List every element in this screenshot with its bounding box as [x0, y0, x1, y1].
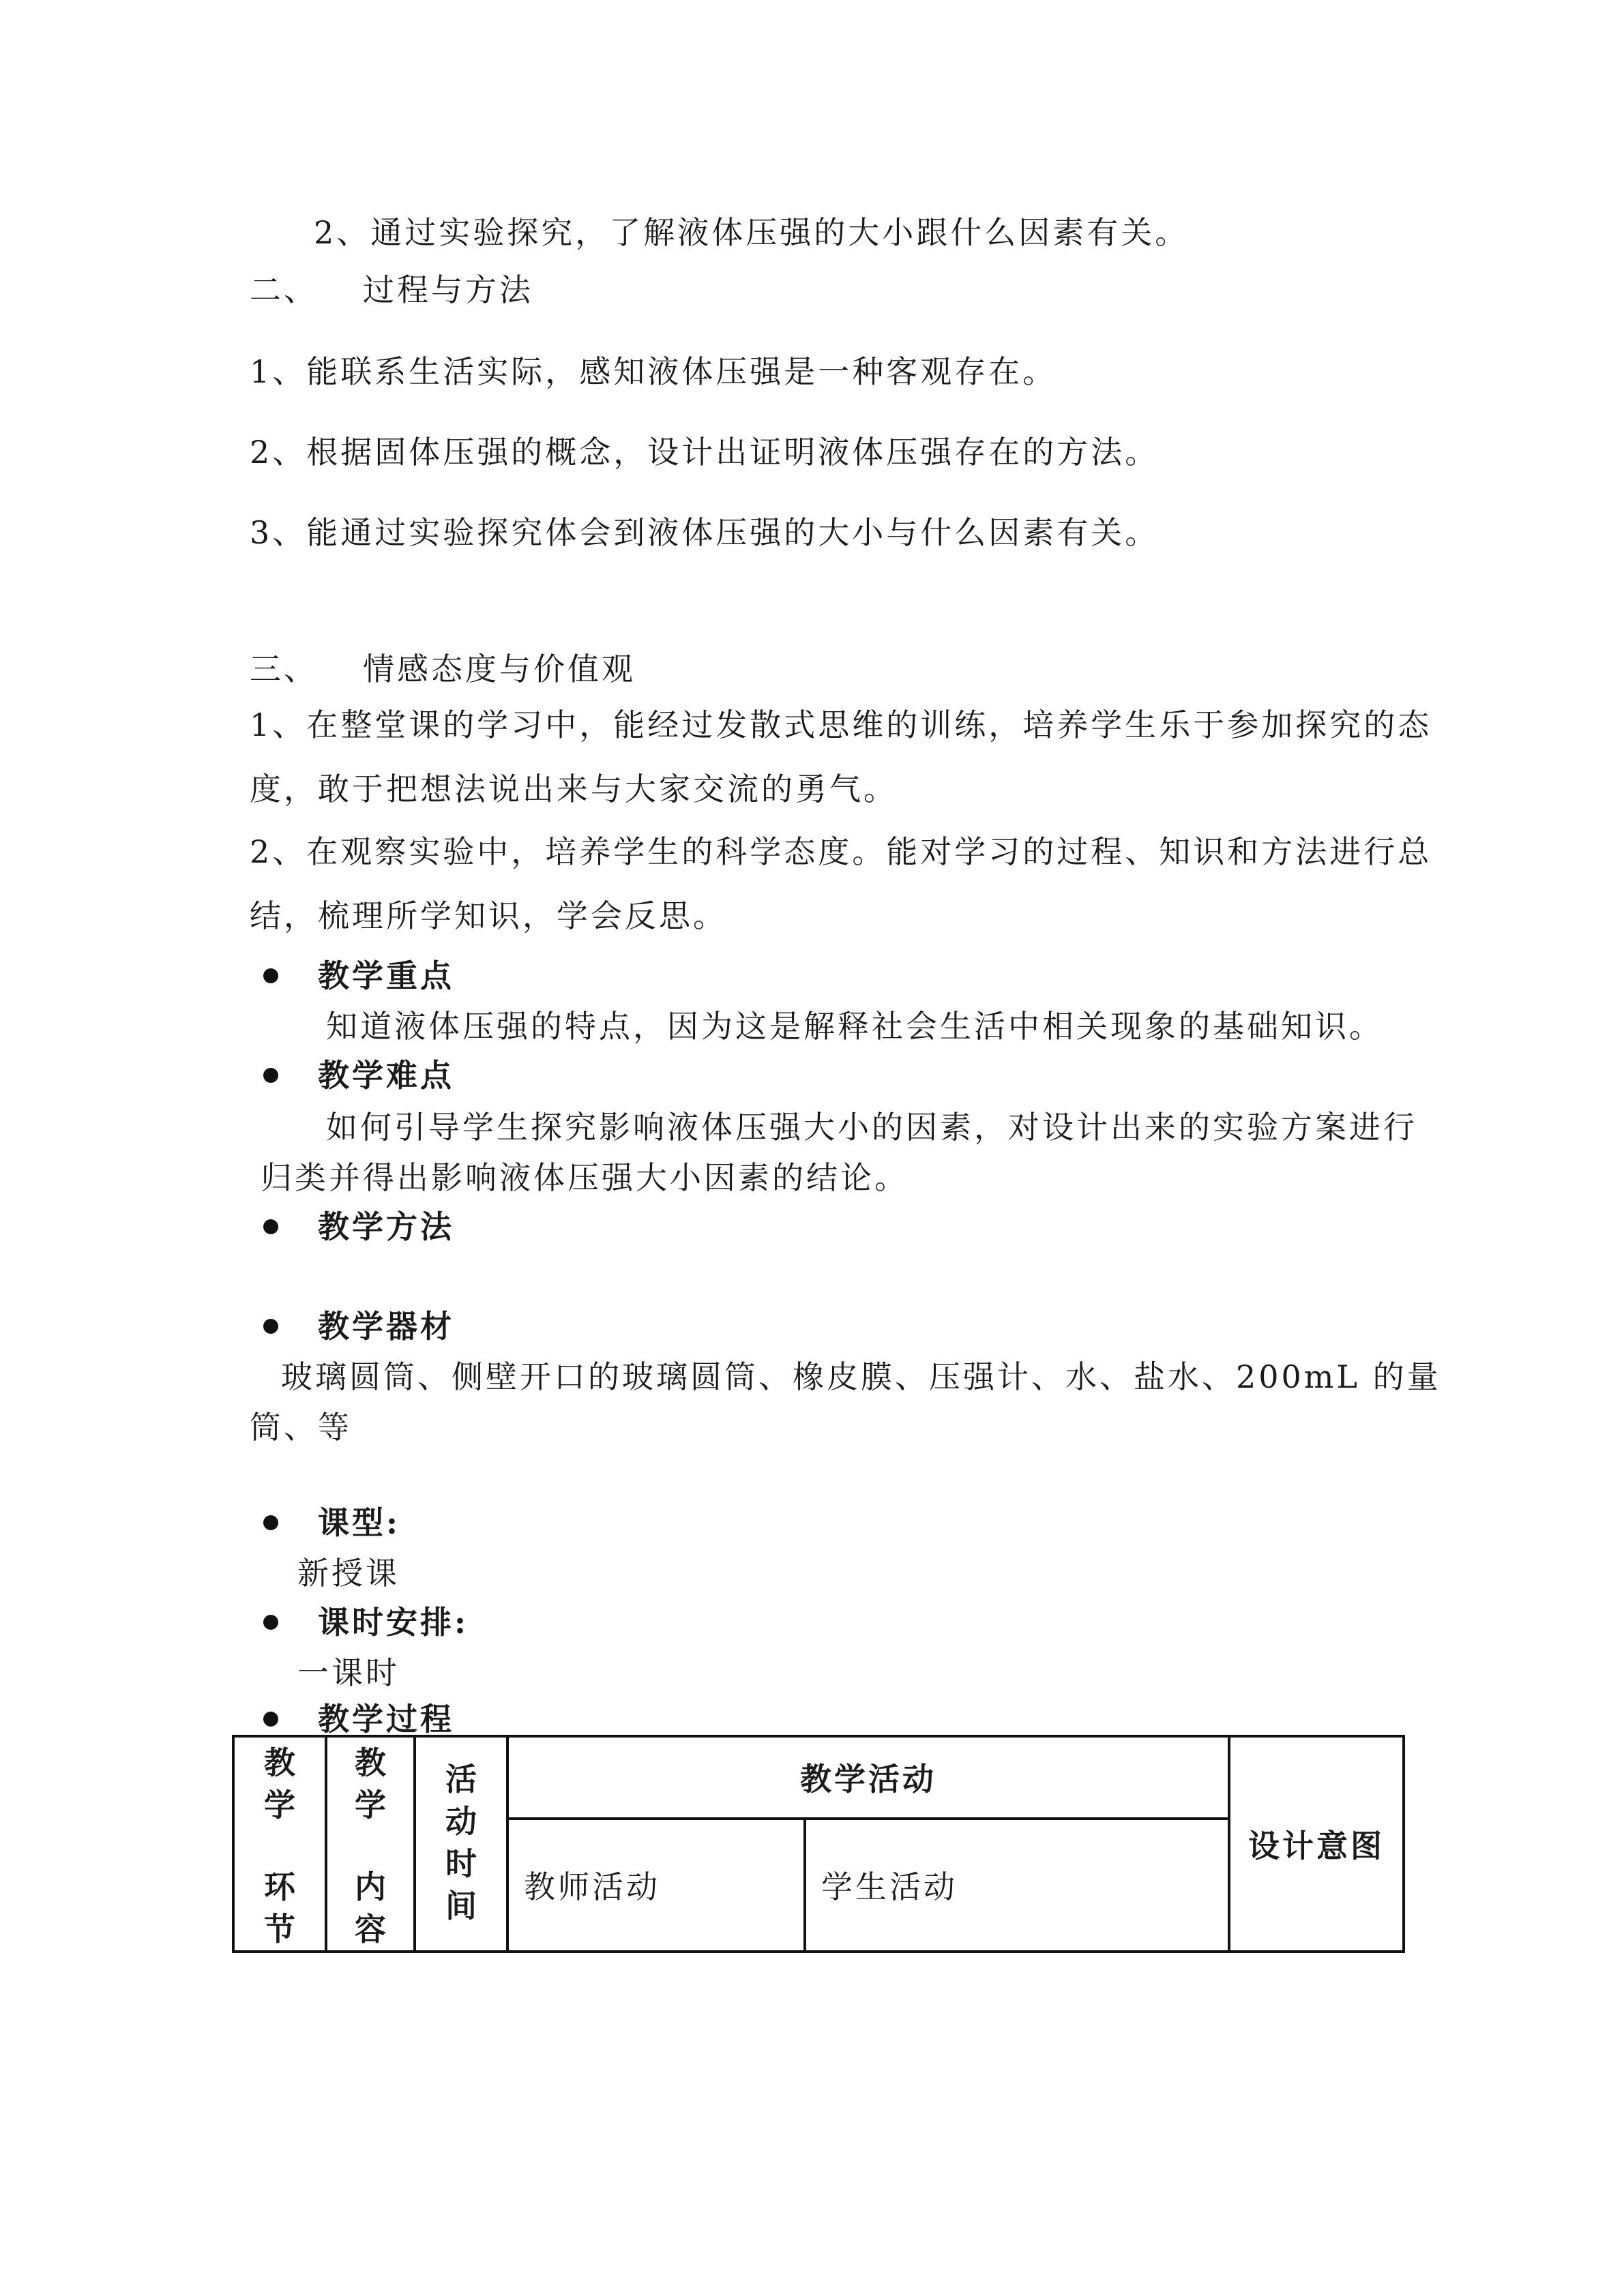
- bullet-equipment: [263, 1319, 278, 1334]
- equipment-line-1: 玻璃圆筒、侧壁开口的玻璃圆筒、橡皮膜、压强计、水、盐水、200mL 的量: [281, 1358, 1441, 1395]
- section-3-title: 情感态度与价值观: [363, 651, 636, 687]
- section-3-number: 三、: [250, 651, 318, 687]
- process-objective-2: 2、根据固体压强的概念，设计出证明液体压强存在的方法。: [250, 434, 1160, 471]
- bullet-key-points: [263, 968, 278, 983]
- section-2-number: 二、: [250, 271, 318, 308]
- col-teaching-content-header: 教 学 内 容: [326, 1736, 415, 1952]
- attitude-objective-2-line-1: 2、在观察实验中，培养学生的科学态度。能对学习的过程、知识和方法进行总: [250, 833, 1432, 870]
- difficulties-line-2: 归类并得出影响液体压强大小因素的结论。: [261, 1159, 909, 1196]
- equipment-heading: 教学器材: [318, 1308, 454, 1345]
- design-intent-header: 设计意图: [1229, 1736, 1404, 1952]
- attitude-objective-2-line-2: 结，梳理所学知识，学会反思。: [250, 897, 727, 934]
- methods-heading: 教学方法: [318, 1208, 454, 1245]
- lesson-type-heading: 课型:: [318, 1504, 400, 1541]
- process-heading: 教学过程: [318, 1701, 454, 1738]
- col-activity-time-header: 活 动 时 间: [415, 1736, 507, 1952]
- equipment-line-2: 筒、等: [250, 1409, 352, 1446]
- teaching-process-table: [232, 1735, 1405, 1953]
- section-2-title: 过程与方法: [363, 271, 533, 308]
- col-teaching-stage-header: 教 学 环 节: [233, 1736, 326, 1952]
- teacher-activity-header: 教师活动: [507, 1819, 805, 1952]
- key-points-heading: 教学重点: [318, 957, 454, 994]
- bullet-process: [263, 1712, 278, 1727]
- bullet-schedule: [263, 1615, 278, 1630]
- schedule-value: 一课时: [297, 1654, 400, 1691]
- process-objective-1: 1、能联系生活实际，感知液体压强是一种客观存在。: [250, 353, 1057, 390]
- student-activity-header: 学生活动: [805, 1819, 1229, 1952]
- teaching-activities-header: 教学活动: [507, 1736, 1229, 1819]
- difficulties-heading: 教学难点: [318, 1057, 454, 1094]
- attitude-objective-1-line-2: 度，敢于把想法说出来与大家交流的勇气。: [250, 771, 898, 807]
- knowledge-objective-2: 2、通过实验探究，了解液体压强的大小跟什么因素有关。: [314, 214, 1190, 251]
- process-objective-3: 3、能通过实验探究体会到液体压强的大小与什么因素有关。: [250, 514, 1160, 551]
- key-points-text: 知道液体压强的特点，因为这是解释社会生活中相关现象的基础知识。: [326, 1008, 1383, 1045]
- lesson-type-value: 新授课: [297, 1555, 400, 1592]
- schedule-heading: 课时安排:: [318, 1604, 469, 1641]
- bullet-difficulties: [263, 1068, 278, 1083]
- attitude-objective-1-line-1: 1、在整堂课的学习中，能经过发散式思维的训练，培养学生乐于参加探究的态: [250, 706, 1432, 743]
- bullet-methods: [263, 1219, 278, 1234]
- bullet-lesson-type: [263, 1515, 278, 1530]
- difficulties-line-1: 如何引导学生探究影响液体压强大小的因素，对设计出来的实验方案进行: [326, 1109, 1417, 1146]
